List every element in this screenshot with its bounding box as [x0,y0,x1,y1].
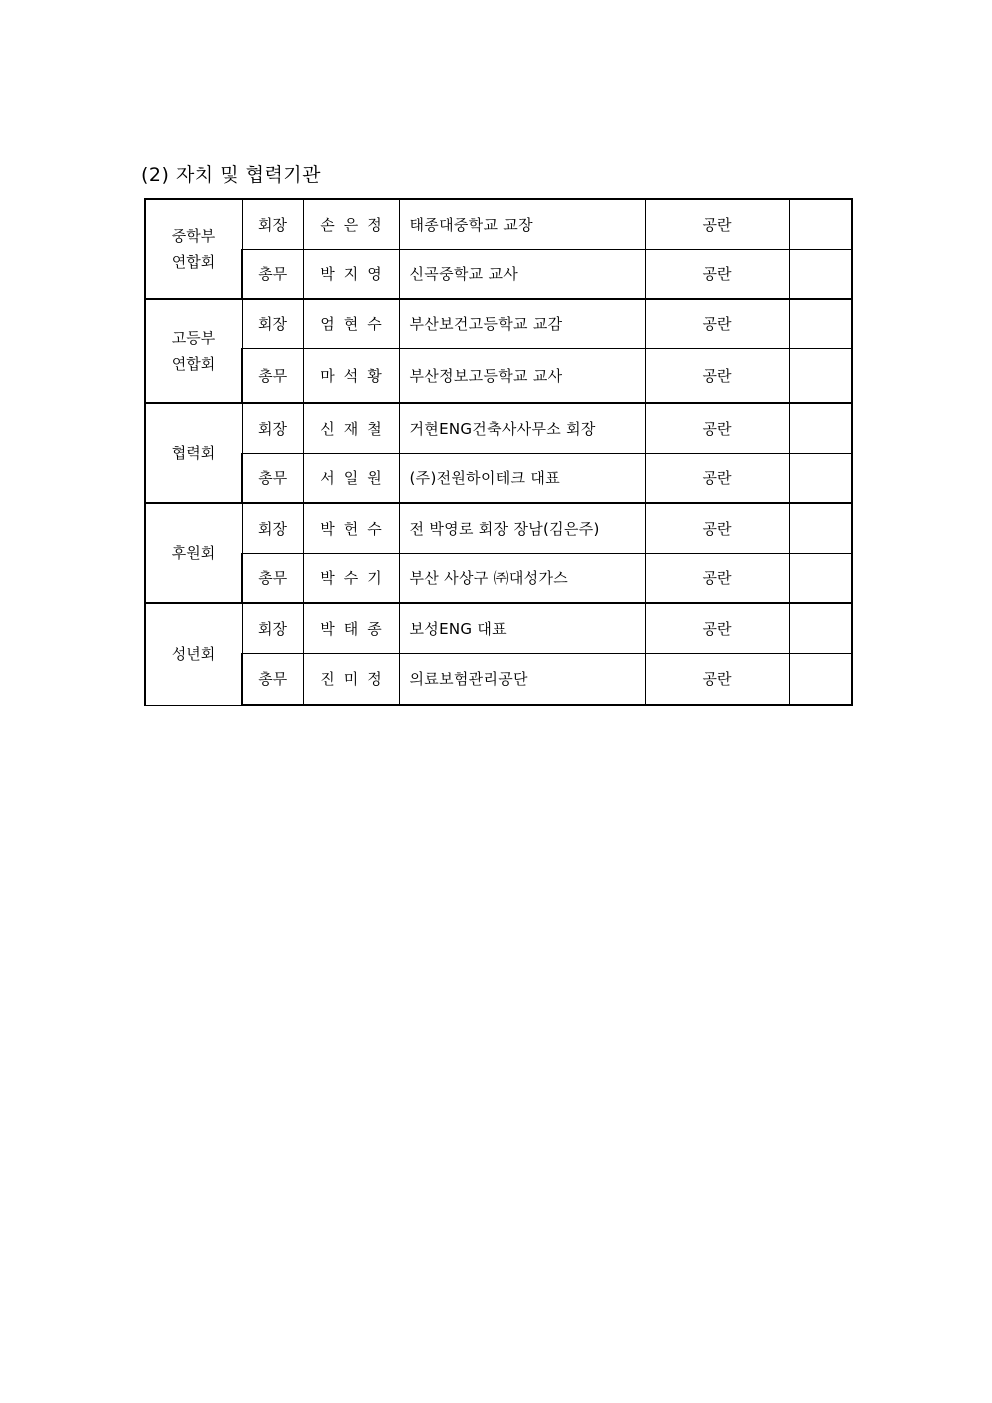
blank-cell [789,403,852,453]
group-name-line: 연합회 [171,253,216,271]
affiliation-cell: 태종대중학교 교장 [399,199,645,249]
name-cell: 서일원 [303,453,399,503]
role-cell: 총무 [242,348,303,403]
table-row [145,403,852,453]
table-row [145,299,852,348]
group-name-cell [145,403,242,503]
blank-cell [789,553,852,603]
organization-table [144,198,853,706]
affiliation-cell: 부산정보고등학교 교사 [399,348,645,403]
stamp-cell: 공란 [645,503,789,553]
group-name-cell [145,603,242,705]
group-name-line: 중학부 [171,227,216,245]
blank-cell [789,199,852,249]
name-cell: 진미정 [303,653,399,705]
stamp-cell: 공란 [645,403,789,453]
role-cell: 회장 [242,299,303,348]
name-cell: 엄현수 [303,299,399,348]
table-row [145,553,852,603]
name-cell: 마석황 [303,348,399,403]
affiliation-cell: 보성ENG 대표 [399,603,645,653]
name-cell: 박수기 [303,553,399,603]
stamp-cell: 공란 [645,199,789,249]
group-name-line: 고등부 [171,329,216,347]
role-cell: 총무 [242,453,303,503]
affiliation-cell: 전 박영로 회장 장남(김은주) [399,503,645,553]
table-row [145,199,852,249]
name-cell: 박지영 [303,249,399,299]
role-cell: 회장 [242,199,303,249]
affiliation-cell: 신곡중학교 교사 [399,249,645,299]
group-name-cell [145,503,242,603]
role-cell: 총무 [242,653,303,705]
affiliation-cell: 의료보험관리공단 [399,653,645,705]
group-name-cell [145,299,242,403]
stamp-cell: 공란 [645,299,789,348]
blank-cell [789,299,852,348]
blank-cell [789,249,852,299]
group-name-cell [145,199,242,299]
stamp-cell: 공란 [645,603,789,653]
group-name-line: 후원회 [171,544,216,562]
blank-cell [789,503,852,553]
name-cell: 박헌수 [303,503,399,553]
stamp-cell: 공란 [645,653,789,705]
blank-cell [789,348,852,403]
name-cell: 박태종 [303,603,399,653]
stamp-cell: 공란 [645,348,789,403]
table-row [145,503,852,553]
table-row [145,453,852,503]
role-cell: 총무 [242,249,303,299]
affiliation-cell: 부산 사상구 ㈜대성가스 [399,553,645,603]
stamp-cell: 공란 [645,249,789,299]
blank-cell [789,653,852,705]
name-cell: 신재철 [303,403,399,453]
group-name-line: 성년회 [171,645,216,664]
table-row [145,348,852,403]
role-cell: 회장 [242,503,303,553]
affiliation-cell: (주)전원하이테크 대표 [399,453,645,503]
group-name-line: 협력회 [171,444,216,462]
table-row [145,603,852,653]
role-cell: 회장 [242,403,303,453]
name-cell: 손은정 [303,199,399,249]
table-row [145,653,852,705]
section-title: (2) 자치 및 협력기관 [141,164,322,186]
stamp-cell: 공란 [645,453,789,503]
affiliation-cell: 부산보건고등학교 교감 [399,299,645,348]
affiliation-cell: 거현ENG건축사사무소 회장 [399,403,645,453]
stamp-cell: 공란 [645,553,789,603]
table-row [145,249,852,299]
role-cell: 회장 [242,603,303,653]
blank-cell [789,603,852,653]
blank-cell [789,453,852,503]
role-cell: 총무 [242,553,303,603]
group-name-line: 연합회 [171,355,216,373]
